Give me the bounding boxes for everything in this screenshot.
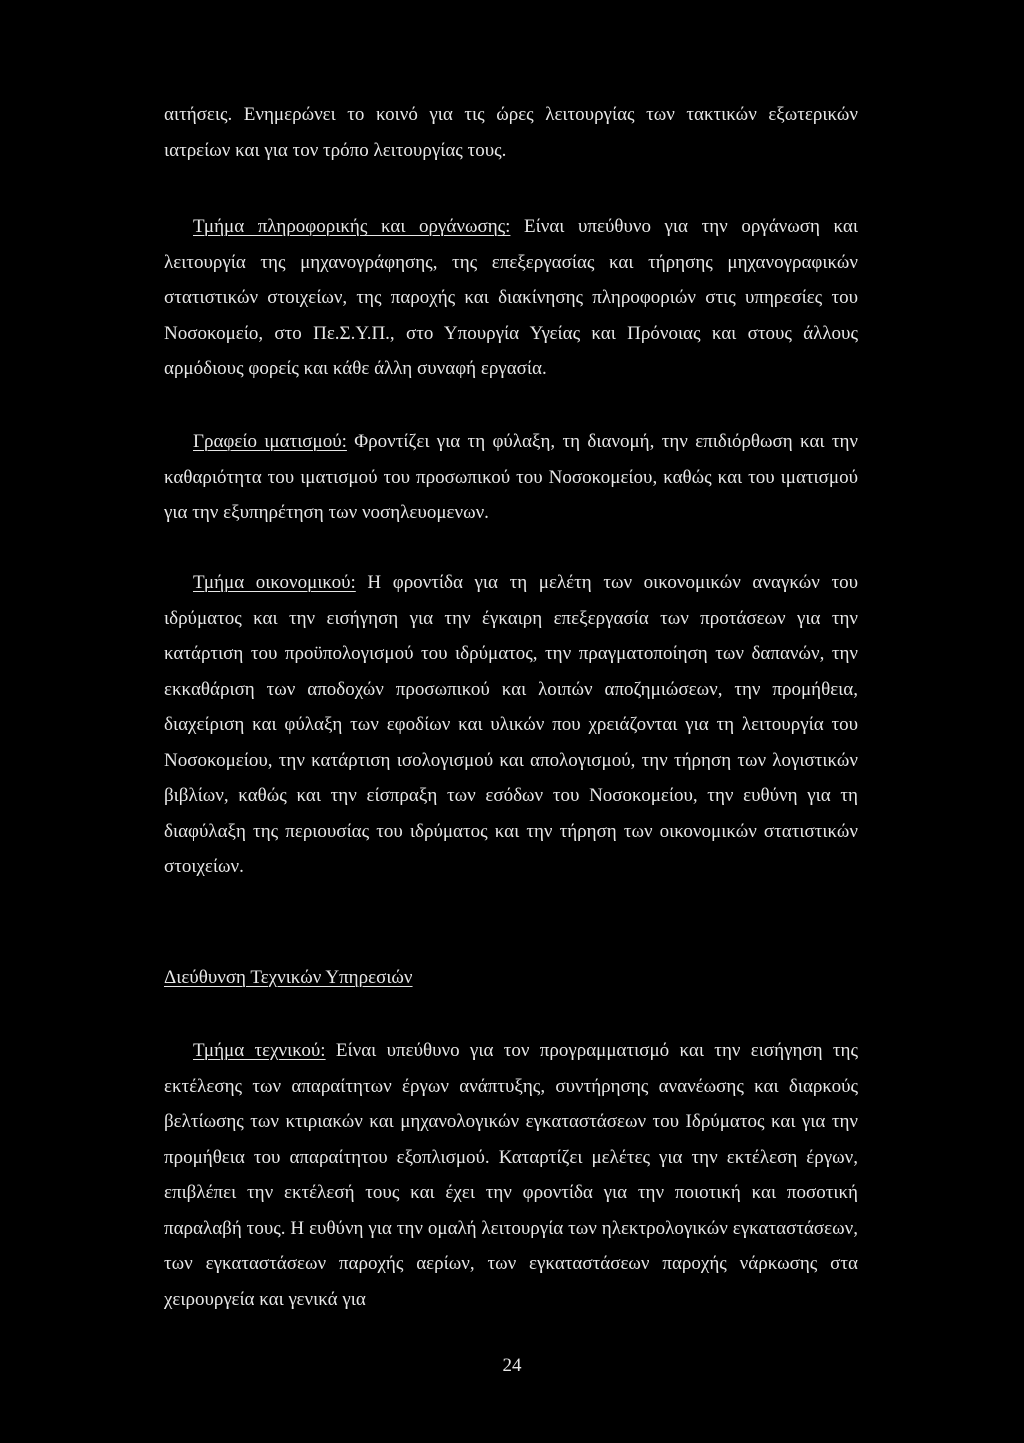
paragraph-intro bbox=[164, 97, 858, 168]
section-title: Διεύθυνση Τεχνικών Υπηρεσιών bbox=[164, 967, 413, 988]
paragraph-informatics-department bbox=[164, 209, 858, 387]
paragraph-text: Είναι υπεύθυνο για την οργάνωση και λειτουργία της μηχανογράφησης, της επεξεργασίας και τήρησης μηχανογραφικών στατιστικών στοιχείων, της παροχής και διακίνησης πληροφοριών στις υπηρεσίες του Νοσοκομείο, στο Πε.Σ.Υ.Π., στο Υπουργία Υγείας και Πρόνοιας και στους άλλους αρμόδιους φορείς και κάθε άλλη συναφή εργασία. bbox=[164, 216, 858, 379]
paragraph-technical-department bbox=[164, 1033, 858, 1317]
paragraph-text: Είναι υπεύθυνο για τον προγραμματισμό και την εισήγηση της εκτέλεσης των απαραίτητων έργων ανάπτυξης, συντήρησης ανανέωσης και διαρκούς βελτίωσης των κτιριακών και μηχανολογικών εγκαταστάσεων του Ιδρύματος και για την προμήθεια του απαραίτητου εξοπλισμού. Καταρτίζει μελέτες για την εκτέλεση έργων, επιβλέπει την εκτέλεσή τους και έχει την φροντίδα για την ποιοτική και ποσοτική παραλαβή τους. Η ευθύνη για την ομαλή λειτουργία των ηλεκτρολογικών εγκαταστάσεων, των εγκαταστάσεων παροχής αερίων, των εγκαταστάσεων παροχής νάρκωσης στα χειρουργεία και γενικά για bbox=[164, 1040, 859, 1310]
paragraph-text: Η φροντίδα για τη μελέτη των οικονομικών αναγκών του ιδρύματος και την εισήγηση για την έγκαιρη επεξεργασία των προτάσεων για την κατάρτιση του προϋπολογισμού του ιδρύματος, την πραγματοποίηση των δαπανών, την εκκαθάριση των αποδοχών προσωπικού και λοιπών αποζημιώσεων, την προμήθεια, διαχείριση και φύλαξη των εφοδίων και υλικών που χρειάζονται για τη λειτουργία του Νοσοκομείου, την κατάρτιση ισολογισμού και απολογισμού, την τήρηση των λογιστικών βιβλίων, καθώς και την είσπραξη των εσόδων του Νοσοκομείου, την ευθύνη για τη διαφύλαξη της περιουσίας του ιδρύματος και την τήρηση των οικονομικών στατιστικών στοιχείων. bbox=[164, 572, 858, 877]
paragraph-linen-office bbox=[164, 424, 858, 531]
paragraph-finance-department bbox=[164, 565, 858, 885]
page-number: 24 bbox=[502, 1355, 522, 1376]
paragraph-heading: Τμήμα πληροφορικής και οργάνωσης: bbox=[193, 216, 511, 237]
paragraph-heading: Γραφείο ιματισμού: bbox=[193, 431, 347, 452]
paragraph-text: Φροντίζει για τη φύλαξη, τη διανομή, την επιδιόρθωση και την καθαριότητα του ιματισμού του προσωπικού του Νοσοκομείου, καθώς και του ιματισμού για την εξυπηρέτηση των νοσηλευομενων. bbox=[164, 431, 859, 523]
paragraph-text: αιτήσεις. Ενημερώνει το κοινό για τις ώρες λειτουργίας των τακτικών εξωτερικών ιατρείων και για τον τρόπο λειτουργίας τους. bbox=[164, 104, 858, 161]
paragraph-heading: Τμήμα οικονομικού: bbox=[193, 572, 356, 593]
paragraph-heading: Τμήμα τεχνικού: bbox=[193, 1040, 326, 1061]
